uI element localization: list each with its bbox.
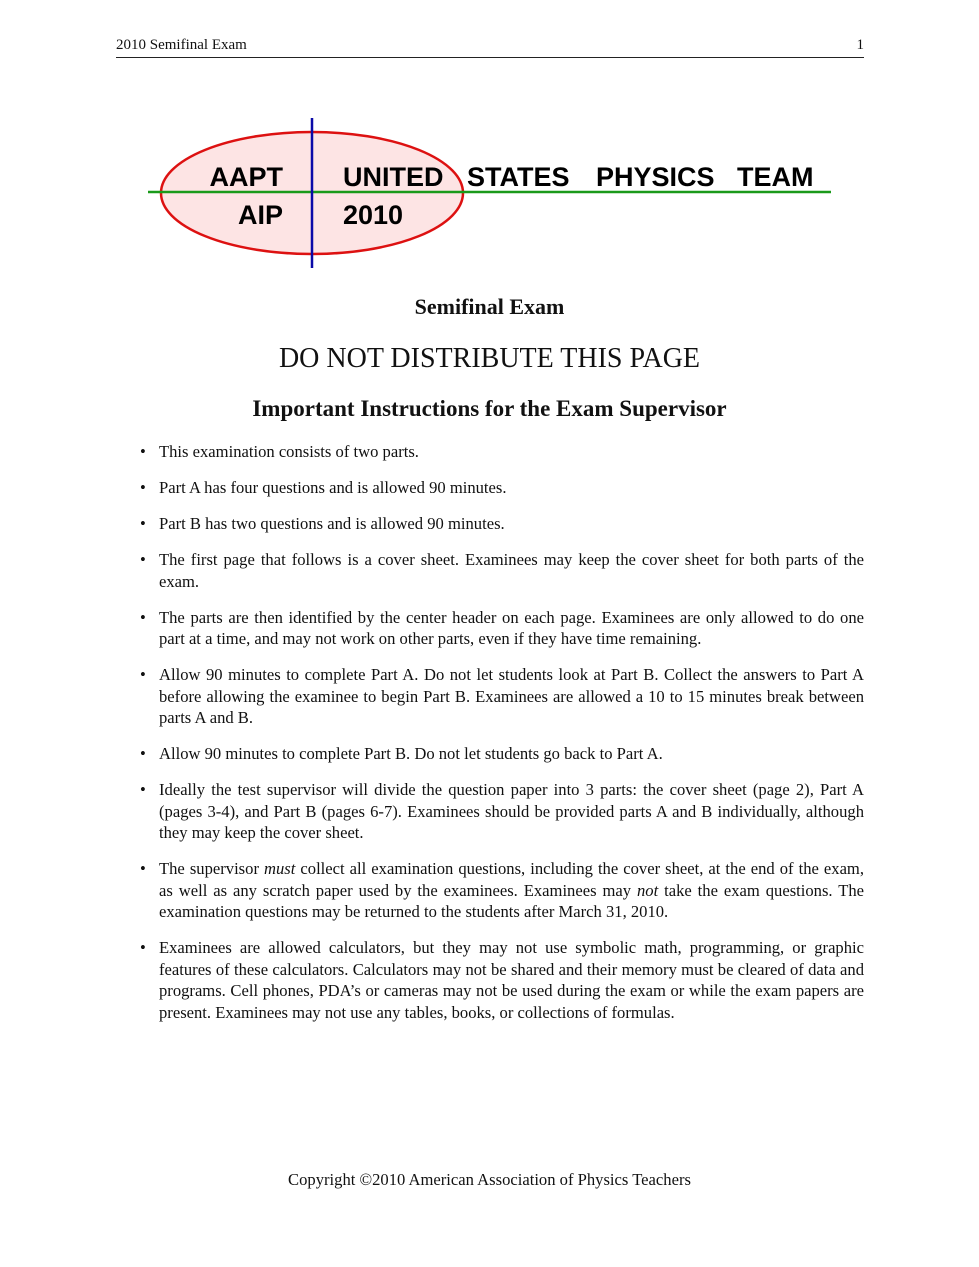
- header-page-number: 1: [856, 37, 864, 53]
- list-item: • The first page that follows is a cover sheet. Examinees may keep the cover sheet for both parts of the exam.: [116, 549, 864, 592]
- instruction-list: [116, 441, 864, 1038]
- list-item: • Ideally the test supervisor will divide the question paper into 3 parts: the cover sheet (page 2), Part A (pages 3-4), and Part B (pages 6-7). Examinees should be provided parts A and B individually, although they may keep the cover sheet.: [116, 779, 864, 844]
- distribution-notice: DO NOT DISTRIBUTE THIS PAGE: [278, 343, 701, 374]
- usapt-logo: [0, 0, 979, 290]
- logo-united: UNITED: [343, 162, 444, 192]
- logo-aip: AIP: [237, 200, 283, 230]
- logo-states: STATES: [467, 162, 570, 192]
- header-exam-name: 2010 Semifinal Exam: [116, 37, 247, 53]
- copyright-notice: Copyright ©2010 American Association of Physics Teachers: [288, 1170, 691, 1189]
- list-item: • Allow 90 minutes to complete Part A. Do not let students look at Part B. Collect the answers to Part A before allowing the examinee to begin Part B. Examinees are allowed a 10 to 15 minutes break between parts A and B.: [116, 664, 864, 729]
- list-item: • This examination consists of two parts.: [116, 441, 864, 463]
- logo-year: 2010: [343, 200, 404, 230]
- list-item: • Examinees are allowed calculators, but they may not use symbolic math, programming, or graphic features of these calculators. Calculators may not be shared and their memory must be cleared of data and programs. Cell phones, PDA’s or cameras may not be used during the exam or while the exam papers are present. Examinees may not use any tables, books, or collections of formulas.: [116, 937, 864, 1023]
- exam-title: Semifinal Exam: [414, 294, 565, 319]
- logo-physics: PHYSICS: [596, 162, 715, 192]
- list-item: • Part A has four questions and is allowed 90 minutes.: [116, 477, 864, 499]
- list-item: • Part B has two questions and is allowed 90 minutes.: [116, 513, 864, 535]
- instructions-heading: Important Instructions for the Exam Supervisor: [252, 396, 727, 421]
- logo-aapt: AAPT: [209, 162, 283, 192]
- list-item: • Allow 90 minutes to complete Part B. Do not let students go back to Part A.: [116, 743, 864, 765]
- logo-team: TEAM: [737, 162, 814, 192]
- list-item: • The supervisor must collect all examination questions, including the cover sheet, at the end of the exam, as well as any scratch paper used by the examinees. Examinees may not take the exam questions. The examination questions may be returned to the students after March 31, 2010.: [116, 858, 864, 923]
- list-item: • The parts are then identified by the center header on each page. Examinees are only allowed to do one part at a time, and may not work on other parts, even if they have time remaining.: [116, 607, 864, 650]
